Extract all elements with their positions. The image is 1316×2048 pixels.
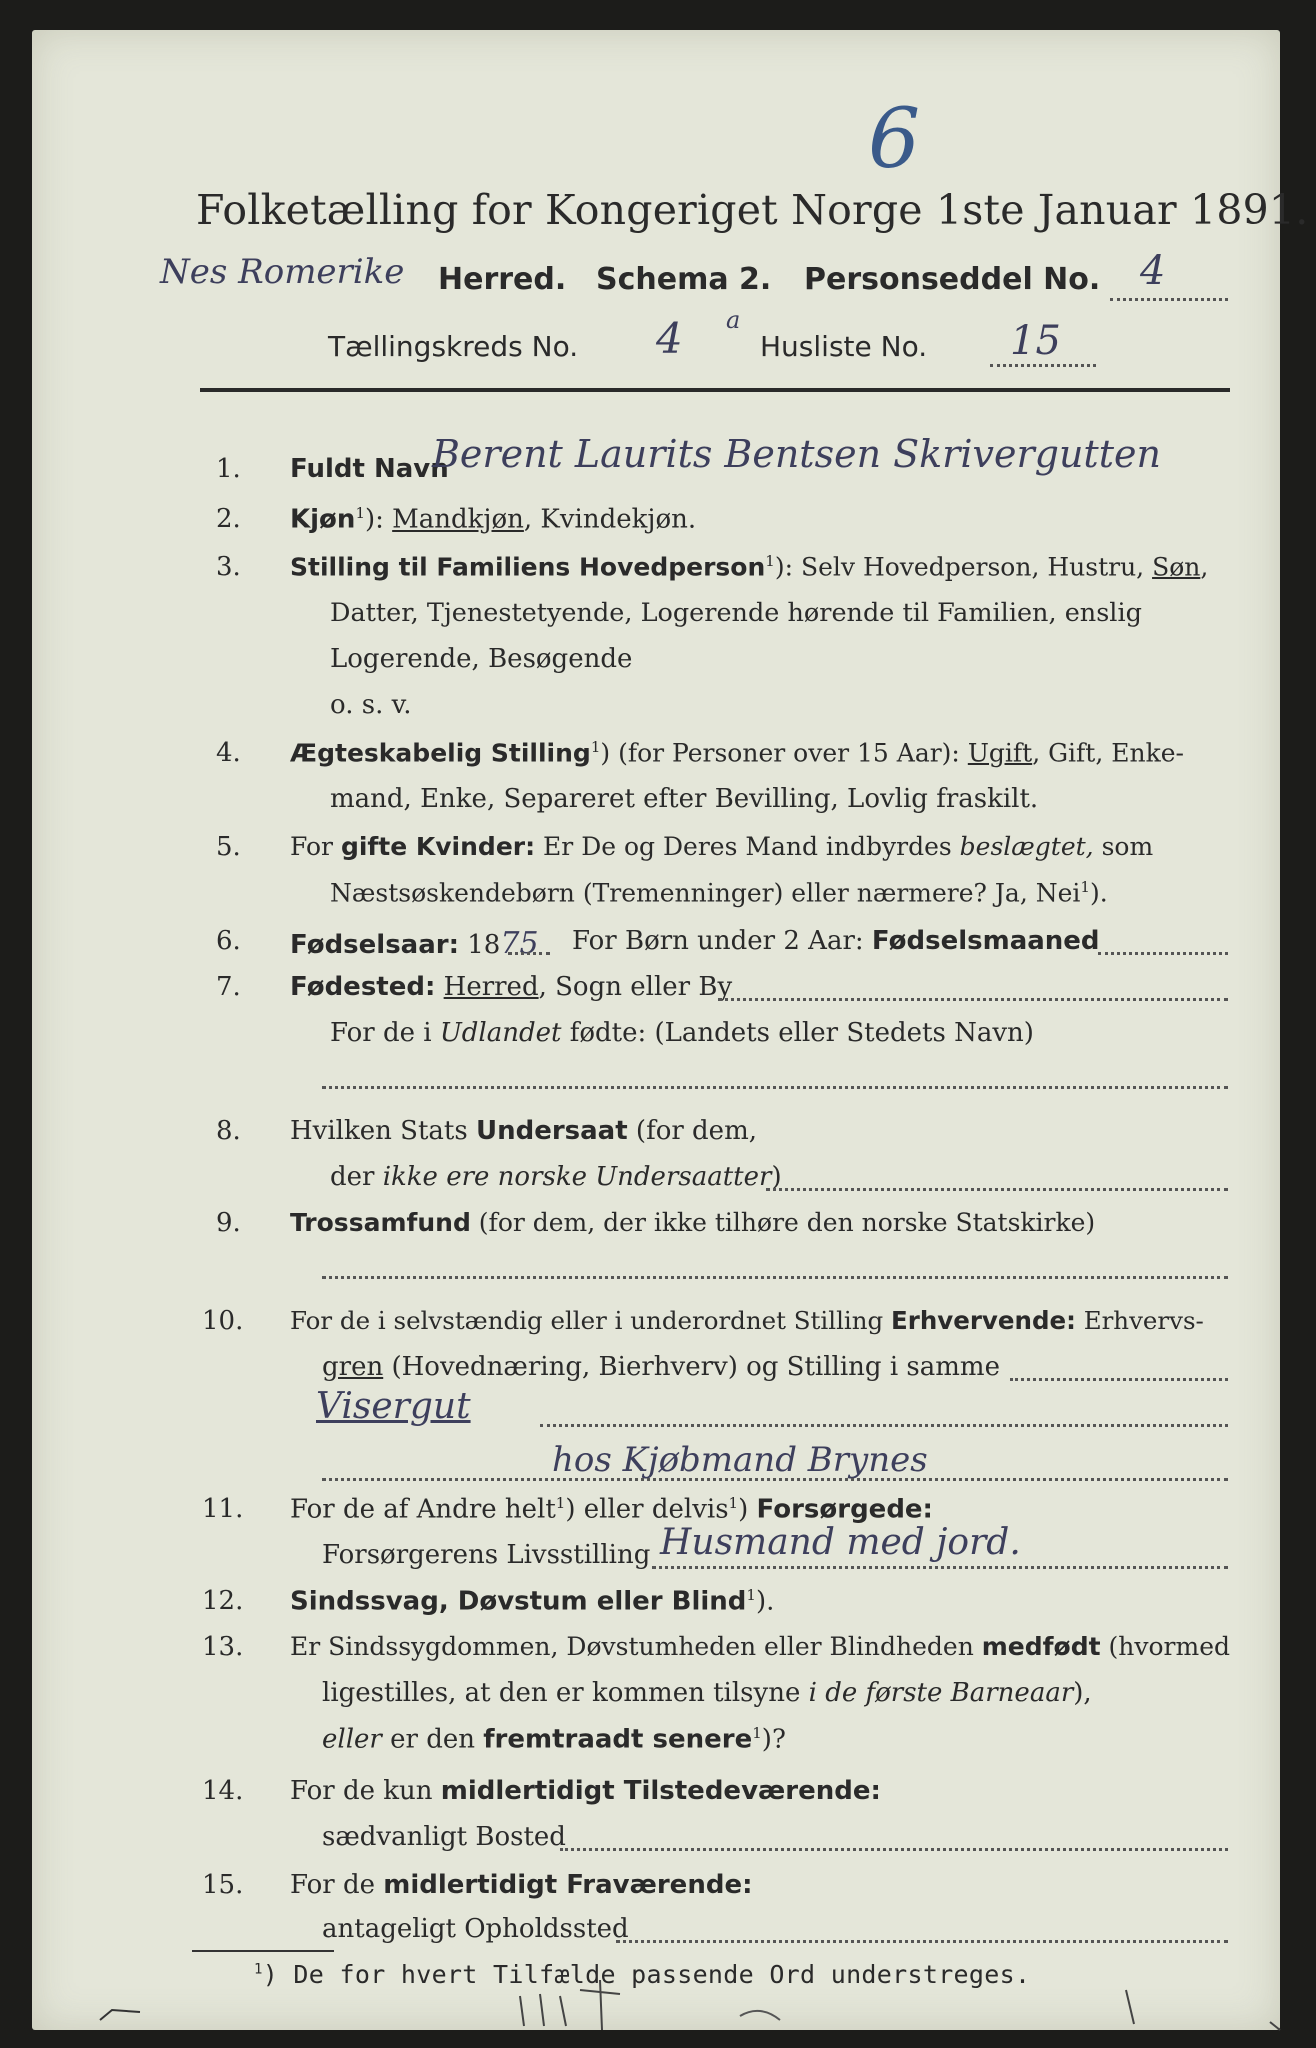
- q5-line1-end: som: [1093, 832, 1154, 861]
- q14-line2: sædvanligt Bosted: [322, 1822, 566, 1852]
- q1-label: Fuldt Navn: [290, 454, 449, 484]
- q5-line2-end: ).: [1089, 878, 1108, 908]
- q8-line2-pre: der: [330, 1162, 383, 1192]
- q11-label: Forsørgede:: [756, 1494, 933, 1525]
- q5-line2-text: Næstsøskendebørn (Tremenninger) eller nærmere? Ja, Nei: [330, 878, 1081, 908]
- q7-line2-italic: Udlandet: [439, 1018, 562, 1048]
- q6-year-answer: 75: [500, 926, 539, 961]
- q6-label2: Fødselsmaaned: [871, 926, 1100, 956]
- q9-label: Trossamfund: [290, 1208, 471, 1237]
- q3-sup: 1: [765, 552, 775, 570]
- q10-pre: For de i selvstændig eller i underordnet Stilling: [290, 1306, 891, 1335]
- q10-line2-text: (Hovednæring, Bierhverv) og Stilling i samme: [383, 1352, 1000, 1382]
- q6-label: Fødselsaar:: [290, 930, 459, 960]
- q11-answer: Husmand med jord.: [660, 1522, 1021, 1563]
- personseddel-number: 4: [1140, 248, 1166, 294]
- q13-line3-end: )?: [761, 1724, 786, 1755]
- item-number-4: 4.: [216, 738, 241, 768]
- item-number-9: 9.: [216, 1208, 241, 1238]
- item-number-2: 2.: [216, 504, 241, 534]
- kreds-number: 4: [656, 314, 683, 363]
- q2-option-mandkjon: Mandkjøn: [392, 504, 524, 535]
- item-number-7: 7.: [216, 972, 241, 1002]
- q13-pre: Er Sindssygdommen, Døvstumheden eller Blindheden: [290, 1632, 982, 1661]
- q5-label: gifte Kvinder:: [340, 832, 536, 861]
- q15-line2: antageligt Opholdssted: [322, 1914, 629, 1944]
- q11-sup1: 1: [555, 1494, 566, 1512]
- q11-line2: Forsørgerens Livsstilling: [322, 1540, 651, 1570]
- item-number-6: 6.: [216, 926, 241, 956]
- q8-line1-end: (for dem,: [627, 1116, 757, 1146]
- q9-rest: (for dem, der ikke tilhøre den norske Statskirke): [470, 1208, 1096, 1237]
- q1-full-name-answer: Berent Laurits Bentsen Skrivergutten: [432, 432, 1161, 476]
- q8-line2-end: ): [771, 1162, 782, 1192]
- q13-sup: 1: [752, 1724, 762, 1742]
- footnote-text: ) De for hvert Tilfælde passende Ord understreges.: [262, 1960, 1031, 1989]
- q13-label: medfødt: [981, 1632, 1101, 1661]
- q12-end: ).: [755, 1586, 775, 1617]
- kreds-label: Tællingskreds No.: [328, 330, 579, 363]
- q13-line2-end: ),: [1073, 1678, 1092, 1708]
- q3-line1-end: ,: [1200, 552, 1209, 582]
- q6-year-prefix: 18: [459, 930, 501, 960]
- q6-mid: For Børn under 2 Aar:: [572, 926, 872, 956]
- q5-line2-sup: 1: [1080, 878, 1090, 896]
- q15-pre: For de: [290, 1870, 384, 1900]
- q3-line1-text: ): Selv Hovedperson, Hustru,: [774, 552, 1153, 582]
- schema-label: Schema 2.: [596, 262, 772, 297]
- item-number-11: 11.: [202, 1494, 244, 1524]
- q7-option-herred: Herred: [443, 972, 539, 1002]
- form-title: Folketælling for Kongeriget Norge 1ste Januar 1891.: [196, 186, 1309, 234]
- herred-name: Nes Romerike: [160, 252, 405, 292]
- q13-line1-end: (hvormed: [1100, 1632, 1230, 1661]
- q2-rest2: , Kvindekjøn.: [523, 504, 697, 535]
- q8-pre: Hvilken Stats: [290, 1116, 476, 1146]
- q13-line3-italic: eller: [322, 1724, 382, 1755]
- q15-label: midlertidigt Fraværende:: [383, 1870, 753, 1900]
- q11-sup2: 1: [728, 1494, 739, 1512]
- q10-line1-end: Erhvervs-: [1075, 1306, 1204, 1335]
- q4-option-ugift: Ugift: [967, 738, 1033, 768]
- q7-line2-pre: For de i: [330, 1018, 440, 1048]
- footnote-sup: 1: [254, 1961, 263, 1978]
- q13-line2-pre: ligestilles, at den er kommen tilsyne: [322, 1678, 809, 1708]
- q11-mid: ) eller delvis: [565, 1494, 729, 1525]
- q13-label2: fremtraadt senere: [483, 1724, 753, 1755]
- q4-line2: mand, Enke, Separeret efter Bevilling, Lovlig fraskilt.: [330, 784, 1039, 814]
- q13-line3-mid: er den: [381, 1724, 484, 1755]
- q12-sup: 1: [746, 1586, 756, 1604]
- q8-label: Undersaat: [475, 1116, 628, 1146]
- item-number-8: 8.: [216, 1116, 241, 1146]
- herred-label: Herred.: [438, 262, 567, 297]
- q8-line2-italic: ikke ere norske Undersaatter: [382, 1162, 772, 1192]
- q3-line2: Datter, Tjenestetyende, Logerende hørende til Familien, enslig: [330, 598, 1142, 628]
- q3-line4: o. s. v.: [330, 690, 412, 720]
- husliste-label: Husliste No.: [760, 330, 928, 363]
- q2-label: Kjøn: [290, 504, 356, 535]
- q10-answer-employer: hos Kjøbmand Brynes: [552, 1440, 928, 1480]
- item-number-14: 14.: [202, 1776, 244, 1806]
- q10-answer-occupation: Visergut: [316, 1386, 471, 1427]
- q12-label: Sindssvag, Døvstum eller Blind: [290, 1586, 747, 1617]
- item-number-13: 13.: [202, 1632, 244, 1662]
- q7-rest: , Sogn eller By: [538, 972, 733, 1002]
- q4-label: Ægteskabelig Stilling: [290, 738, 591, 768]
- q2-rest1: ):: [364, 504, 393, 535]
- q2-sup: 1: [355, 504, 365, 522]
- q7-label: Fødested:: [290, 972, 436, 1002]
- q10-label: Erhvervende:: [891, 1306, 1076, 1335]
- husliste-number: 15: [1010, 318, 1061, 364]
- q7-line2-mid: fødte: (Landets eller Stedets Navn): [561, 1018, 1034, 1048]
- item-number-5: 5.: [216, 832, 241, 862]
- item-number-15: 15.: [202, 1870, 244, 1900]
- q5-pre: For: [290, 832, 341, 861]
- q5-line1-text: Er De og Deres Mand indbyrdes: [535, 832, 960, 861]
- item-number-10: 10.: [202, 1306, 244, 1336]
- q3-label: Stilling til Familiens Hovedperson: [290, 552, 766, 582]
- q5-line1-italic: beslægtet,: [959, 832, 1094, 861]
- q4-sup: 1: [590, 738, 601, 756]
- q11-pre: For de af Andre helt: [290, 1494, 556, 1525]
- q3-option-son: Søn: [1152, 552, 1201, 582]
- item-number-1: 1.: [216, 454, 241, 484]
- q11-mid2: ): [738, 1494, 757, 1525]
- q3-line3: Logerende, Besøgende: [330, 644, 633, 674]
- q4-line1-text: ) (for Personer over 15 Aar):: [600, 738, 968, 768]
- q14-pre: For de kun: [290, 1776, 441, 1806]
- q14-label: midlertidigt Tilstedeværende:: [440, 1776, 881, 1806]
- kreds-superscript: a: [726, 306, 741, 334]
- item-number-3: 3.: [216, 552, 241, 582]
- personseddel-label: Personseddel No.: [804, 262, 1101, 297]
- item-number-12: 12.: [202, 1586, 244, 1616]
- q13-line2-italic: i de første Barneaar: [808, 1678, 1074, 1708]
- q4-line1-end: , Gift, Enke-: [1032, 738, 1184, 768]
- q10-gren: gren: [322, 1352, 384, 1382]
- page-number: 6: [868, 92, 921, 187]
